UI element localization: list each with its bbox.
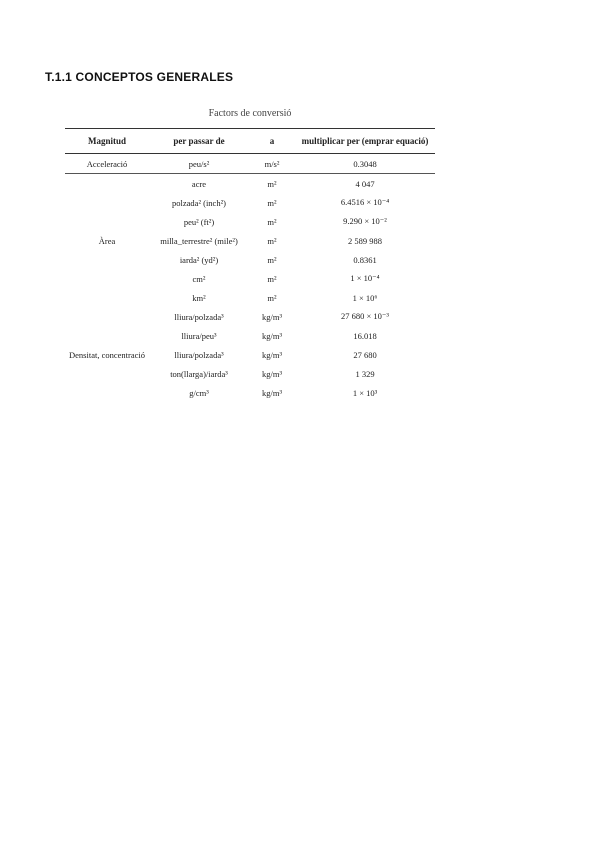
cell-factor: 0.8361 bbox=[353, 254, 377, 265]
cell-from: acre bbox=[191, 178, 207, 189]
cell-from: peu/s² bbox=[149, 154, 249, 174]
cell-to: m² bbox=[267, 235, 277, 246]
table-row bbox=[65, 307, 435, 326]
cell-magnitude bbox=[65, 326, 149, 345]
cell-magnitude bbox=[65, 307, 149, 326]
cell-magnitude bbox=[65, 193, 149, 212]
table-row bbox=[65, 231, 435, 250]
cell-from: iarda² (yd²) bbox=[179, 254, 219, 265]
cell-magnitude bbox=[65, 212, 149, 231]
cell-to: kg/m³ bbox=[261, 368, 283, 379]
conversion-table bbox=[65, 128, 435, 402]
table-row bbox=[65, 345, 435, 364]
cell-from: peu² (ft²) bbox=[183, 216, 215, 227]
cell-magnitude bbox=[65, 364, 149, 383]
cell-magnitude bbox=[65, 250, 149, 269]
cell-magnitude bbox=[65, 383, 149, 402]
table-header-row bbox=[65, 129, 435, 154]
cell-to: kg/m³ bbox=[261, 349, 283, 360]
cell-to: m² bbox=[267, 254, 277, 265]
cell-magnitude bbox=[65, 174, 149, 194]
cell-to: kg/m³ bbox=[261, 311, 283, 322]
cell-factor: 1 329 bbox=[355, 368, 375, 379]
cell-factor: 0.3048 bbox=[295, 154, 435, 174]
cell-from: polzada² (inch²) bbox=[172, 197, 226, 208]
table-caption: Factors de conversió bbox=[208, 108, 292, 119]
cell-factor: 2 589 988 bbox=[348, 235, 382, 246]
cell-factor: 6.4516 × 10⁻⁴ bbox=[340, 197, 390, 207]
cell-from: lliura/peu³ bbox=[181, 330, 217, 341]
cell-to: m² bbox=[267, 292, 277, 303]
cell-to: m² bbox=[267, 197, 277, 208]
cell-factor: 1 × 10⁻⁴ bbox=[350, 273, 380, 283]
cell-magnitude bbox=[65, 288, 149, 307]
cell-factor: 4 047 bbox=[355, 178, 375, 189]
table-row bbox=[65, 288, 435, 307]
cell-magnitude: Densitat, concentració bbox=[69, 349, 145, 360]
table-row bbox=[65, 269, 435, 288]
cell-factor: 27 680 bbox=[353, 349, 377, 360]
cell-from: ton(llarga)/iarda³ bbox=[170, 368, 228, 379]
cell-to: m² bbox=[267, 273, 277, 284]
col-header-magnitude: Magnitud bbox=[65, 129, 149, 154]
cell-to: kg/m³ bbox=[261, 330, 283, 341]
section-heading: T.1.1 CONCEPTOS GENERALES bbox=[45, 70, 234, 84]
cell-from: g/cm³ bbox=[189, 387, 209, 398]
cell-from: lliura/polzada³ bbox=[174, 311, 224, 322]
table-row bbox=[65, 174, 435, 194]
col-header-factor: multiplicar per (emprar equació) bbox=[295, 129, 435, 154]
table-row bbox=[65, 154, 435, 174]
cell-to: kg/m³ bbox=[261, 387, 283, 398]
cell-from: milla_terrestre² (mile²) bbox=[160, 235, 238, 246]
table-row bbox=[65, 364, 435, 383]
table-row bbox=[65, 193, 435, 212]
cell-from: lliura/polzada³ bbox=[174, 349, 224, 360]
table-row bbox=[65, 212, 435, 231]
cell-to: m² bbox=[267, 216, 277, 227]
col-header-from: per passar de bbox=[149, 129, 249, 154]
cell-from: km² bbox=[192, 292, 206, 303]
cell-factor: 1 × 10⁶ bbox=[352, 292, 378, 303]
cell-factor: 16.018 bbox=[353, 330, 377, 341]
cell-to: m² bbox=[267, 178, 277, 189]
table-row bbox=[65, 326, 435, 345]
cell-from: cm² bbox=[192, 273, 206, 284]
cell-factor: 1 × 10³ bbox=[352, 387, 378, 398]
cell-factor: 9.290 × 10⁻² bbox=[343, 216, 387, 226]
cell-magnitude: Àrea bbox=[98, 235, 116, 246]
cell-magnitude bbox=[65, 269, 149, 288]
cell-magnitude: Acceleració bbox=[65, 154, 149, 174]
table-row bbox=[65, 383, 435, 402]
table-row bbox=[65, 250, 435, 269]
cell-to: m/s² bbox=[249, 154, 295, 174]
col-header-to: a bbox=[249, 129, 295, 154]
cell-factor: 27 680 × 10⁻³ bbox=[341, 311, 389, 321]
